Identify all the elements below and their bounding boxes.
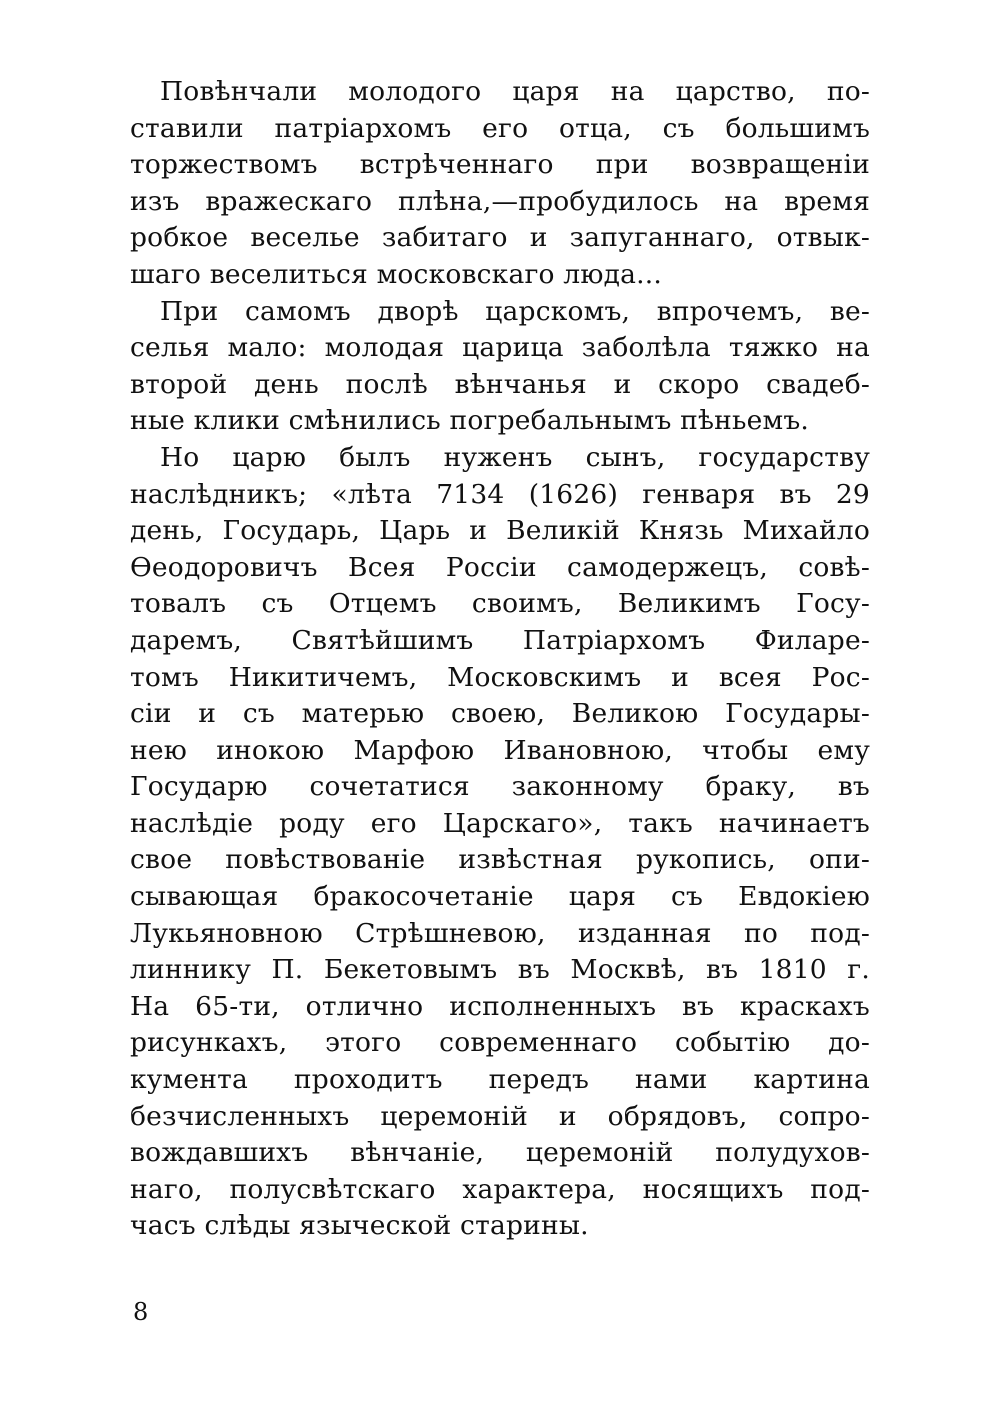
- body-text: [130, 74, 870, 1245]
- text-line: товалъ съ Отцемъ своимъ, Великимъ Госу-: [130, 588, 870, 620]
- text-line: даремъ, Святѣйшимъ Патріархомъ Филаре-: [130, 624, 870, 656]
- text-line: изъ вражескаго плѣна,—пробудилось на время: [130, 185, 870, 217]
- text-line: На 65-ти, отлично исполненныхъ въ краскахъ: [130, 990, 870, 1022]
- text-line: второй день послѣ вѣнчанья и скоро свадеб-: [130, 368, 870, 400]
- text-line: торжествомъ встрѣченнаго при возвращеніи: [130, 149, 870, 181]
- text-line: свое повѣствованіе извѣстная рукопись, опи-: [130, 844, 870, 876]
- text-line: наго, полусвѣтскаго характера, носящихъ под-: [130, 1173, 870, 1205]
- text-line: нею инокою Марфою Ивановною, чтобы ему: [130, 734, 870, 766]
- text-line: Ѳеодоровичъ Всея Россіи самодержецъ, совѣ-: [130, 551, 870, 583]
- text-line: томъ Никитичемъ, Московскимъ и всея Рос-: [130, 661, 870, 693]
- text-line: сіи и съ матерью своею, Великою Государы-: [130, 698, 870, 730]
- text-line: Лукьяновною Стрѣшневою, изданная по под-: [130, 917, 870, 949]
- paragraph-1: [130, 74, 870, 294]
- paragraph-3: [130, 440, 870, 1245]
- page-number: 8: [133, 1298, 149, 1326]
- text-line: Государю сочетатися законному браку, въ: [130, 771, 870, 803]
- text-line: кумента проходитъ передъ нами картина: [130, 1064, 870, 1096]
- text-line: рисункахъ, этого современнаго событію до-: [130, 1027, 870, 1059]
- text-line: вождавшихъ вѣнчаніе, церемоній полудухов-: [130, 1137, 870, 1169]
- text-line: Повѣнчали молодого царя на царство, по-: [160, 76, 870, 107]
- paragraph-2: [130, 294, 870, 440]
- text-line: селья мало: молодая царица заболѣла тяжко на: [130, 332, 870, 364]
- text-line: робкое веселье забитаго и запуганнаго, отвык-: [130, 222, 870, 254]
- text-line: наслѣдникъ; «лѣта 7134 (1626) генваря въ 29: [130, 478, 870, 510]
- text-line: ные клики смѣнились погребальнымъ пѣньемъ.: [130, 405, 810, 437]
- text-line: сывающая бракосочетаніе царя съ Евдокіею: [130, 881, 870, 913]
- text-line: безчисленныхъ церемоній и обрядовъ, сопро-: [130, 1100, 870, 1132]
- text-line: линнику П. Бекетовымъ въ Москвѣ, въ 1810 г.: [130, 954, 870, 986]
- text-line: При самомъ дворѣ царскомъ, впрочемъ, ве-: [160, 295, 870, 327]
- text-line: наслѣдіе роду его Царскаго», такъ начинаетъ: [130, 807, 870, 839]
- text-line: день, Государь, Царь и Великій Князь Михайло: [130, 515, 870, 547]
- text-line: Но царю былъ нуженъ сынъ, государству: [160, 441, 870, 473]
- text-line: ставили патріархомъ его отца, съ большимъ: [130, 112, 870, 144]
- text-line: часъ слѣды языческой старины.: [130, 1210, 589, 1242]
- text-line: шаго веселиться московскаго люда...: [130, 258, 662, 290]
